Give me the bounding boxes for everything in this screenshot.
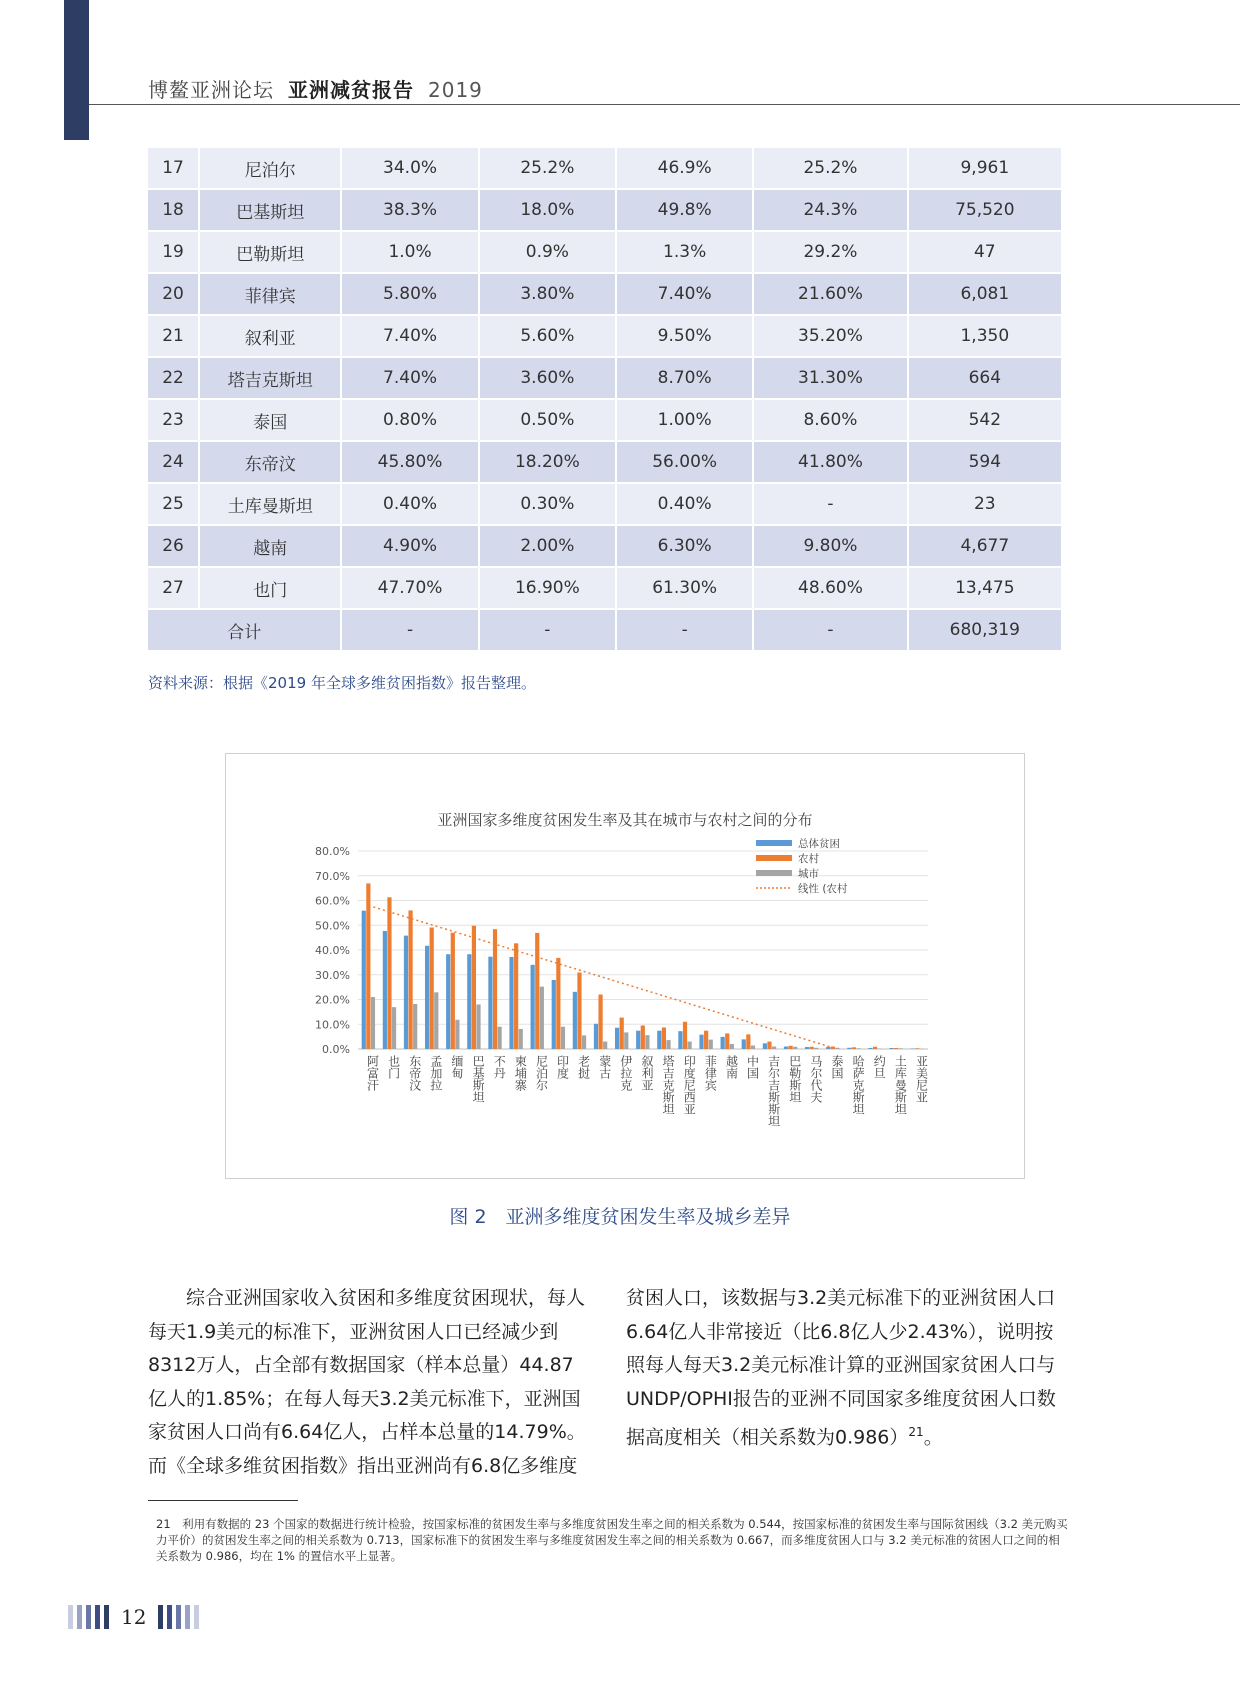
table-cell: 48.60% xyxy=(753,567,907,609)
table-cell: 尼泊尔 xyxy=(199,148,341,189)
legend-swatch-2 xyxy=(756,870,792,876)
bar-0 xyxy=(826,1047,830,1049)
bar-1 xyxy=(704,1031,708,1049)
bar-0 xyxy=(847,1048,851,1049)
table-cell: 25.2% xyxy=(753,148,907,189)
y-tick-label: 10.0% xyxy=(315,1018,350,1032)
table-cell: 46.9% xyxy=(616,148,753,189)
body-text-end: 。 xyxy=(923,1426,943,1449)
x-tick-label: 巴勒斯坦 xyxy=(787,1055,802,1103)
footnote-rule xyxy=(148,1500,298,1501)
table-cell: 越南 xyxy=(199,525,341,567)
table-cell: 0.40% xyxy=(616,483,753,525)
bar-2 xyxy=(920,1049,924,1050)
table-cell: 4.90% xyxy=(341,525,478,567)
bar-0 xyxy=(615,1028,619,1049)
bar-2 xyxy=(392,1007,396,1049)
table-cell: 18 xyxy=(148,189,199,231)
table-cell: 巴勒斯坦 xyxy=(199,231,341,273)
table-row xyxy=(148,399,1062,441)
table-cell: 9,961 xyxy=(908,148,1062,189)
table-cell: 0.30% xyxy=(479,483,616,525)
bar-1 xyxy=(598,995,602,1049)
table-cell: 0.9% xyxy=(479,231,616,273)
legend-label: 农村 xyxy=(798,853,819,865)
table-cell: 25.2% xyxy=(479,148,616,189)
x-tick-label: 泰国 xyxy=(830,1055,844,1079)
legend-label: 城市 xyxy=(798,868,819,880)
table-cell: 塔吉克斯坦 xyxy=(199,357,341,399)
table-cell: 17 xyxy=(148,148,199,189)
table-cell: 664 xyxy=(908,357,1062,399)
table-cell: 9.50% xyxy=(616,315,753,357)
x-tick-label: 也门 xyxy=(386,1055,401,1079)
table-cell: 31.30% xyxy=(753,357,907,399)
bar-2 xyxy=(645,1035,649,1049)
bar-2 xyxy=(730,1044,734,1049)
table-cell: 24 xyxy=(148,441,199,483)
bar-0 xyxy=(657,1031,661,1049)
bar-1 xyxy=(873,1047,877,1049)
y-tick-label: 0.0% xyxy=(322,1043,350,1056)
figure-caption: 图 2 亚洲多维度贫困发生率及城乡差异 xyxy=(449,1206,791,1228)
bar-0 xyxy=(868,1048,872,1049)
header-rule xyxy=(89,104,1240,105)
bar-0 xyxy=(889,1048,893,1049)
table-cell: 38.3% xyxy=(341,189,478,231)
table-row xyxy=(148,525,1062,567)
table-cell: 594 xyxy=(908,441,1062,483)
bar-2 xyxy=(856,1048,860,1049)
body-column-right xyxy=(626,1282,1066,1455)
table-cell: 41.80% xyxy=(753,441,907,483)
bar-0 xyxy=(699,1035,703,1049)
bar-1 xyxy=(556,958,560,1049)
x-tick-label: 中国 xyxy=(745,1055,760,1079)
bar-0 xyxy=(509,957,513,1049)
bar-1 xyxy=(366,883,370,1049)
bar-0 xyxy=(911,1049,915,1050)
poverty-chart xyxy=(226,754,1024,1178)
running-header xyxy=(148,74,483,103)
bar-1 xyxy=(683,1022,687,1049)
bar-2 xyxy=(582,1035,586,1049)
table-cell: 叙利亚 xyxy=(199,315,341,357)
x-tick-label: 菲律宾 xyxy=(703,1055,718,1091)
bar-0 xyxy=(467,954,471,1049)
x-tick-label: 越南 xyxy=(724,1055,739,1079)
bar-2 xyxy=(772,1047,776,1049)
bar-1 xyxy=(767,1042,771,1049)
table-cell: 4,677 xyxy=(908,525,1062,567)
table-cell: 也门 xyxy=(199,567,341,609)
bar-1 xyxy=(641,1025,645,1049)
table-cell: 0.40% xyxy=(341,483,478,525)
table-cell: 3.80% xyxy=(479,273,616,315)
legend-label: 总体贫困 xyxy=(798,838,840,850)
x-tick-label: 土库曼斯坦 xyxy=(893,1055,908,1115)
bar-2 xyxy=(709,1040,713,1049)
table-cell: 45.80% xyxy=(341,441,478,483)
bar-2 xyxy=(519,1029,523,1049)
table-cell: 7.40% xyxy=(341,315,478,357)
table-cell: 47 xyxy=(908,231,1062,273)
footnote: 21 利用有数据的 23 个国家的数据进行统计检验，按国家标准的贫困发生率与多维度贫困发生率之间的相关系数为 0.544，按国家标准的贫困发生率与国际贫困线（3.2 美元购买力平价）的贫困发生率之间的相关系数为 0.713，国家标准下的贫困发生率与多维度贫困发生率之间的相关系数为 0.667，而多维度贫困人口与 3.2 美元标准的贫困人口之间的相关系数为 0.986，均在 1% 的置信水平上显著。 xyxy=(156,1517,1068,1563)
table-row xyxy=(148,567,1062,609)
bar-1 xyxy=(810,1047,814,1049)
x-tick-label: 印度尼西亚 xyxy=(682,1055,697,1115)
bar-1 xyxy=(387,897,391,1049)
bar-0 xyxy=(552,980,556,1049)
x-tick-label: 老挝 xyxy=(576,1055,591,1079)
table-cell: 27 xyxy=(148,567,199,609)
x-tick-label: 缅甸 xyxy=(450,1055,464,1079)
table-cell: 35.20% xyxy=(753,315,907,357)
x-tick-label: 约旦 xyxy=(872,1055,887,1079)
bar-1 xyxy=(430,927,434,1049)
table-cell: 18.0% xyxy=(479,189,616,231)
x-tick-label: 伊拉克 xyxy=(618,1055,633,1091)
legend-swatch-0 xyxy=(756,840,792,846)
y-tick-label: 80.0% xyxy=(315,845,350,858)
body-paragraph-right xyxy=(626,1282,1066,1455)
bar-0 xyxy=(636,1031,640,1049)
bar-2 xyxy=(751,1046,755,1049)
table-cell: 土库曼斯坦 xyxy=(199,483,341,525)
table-cell: 1,350 xyxy=(908,315,1062,357)
bar-1 xyxy=(788,1046,792,1049)
table-row xyxy=(148,148,1062,189)
x-tick-label: 哈萨克斯坦 xyxy=(851,1055,866,1115)
x-tick-label: 柬埔寨 xyxy=(513,1055,528,1091)
bar-2 xyxy=(814,1048,818,1049)
bar-2 xyxy=(688,1042,692,1049)
x-tick-label: 尼泊尔 xyxy=(534,1055,549,1091)
table-cell: 49.8% xyxy=(616,189,753,231)
bar-0 xyxy=(531,965,535,1049)
x-tick-label: 马尔代夫 xyxy=(808,1055,823,1103)
footnote-ref: 21 xyxy=(908,1425,924,1439)
table-cell: 巴基斯坦 xyxy=(199,189,341,231)
x-tick-label: 东帝汶 xyxy=(407,1055,422,1091)
table-row xyxy=(148,273,1062,315)
bar-0 xyxy=(742,1039,746,1049)
bar-0 xyxy=(488,957,492,1049)
legend-label: 线性 (农村 xyxy=(798,883,848,895)
table-cell: 18.20% xyxy=(479,441,616,483)
bar-2 xyxy=(624,1032,628,1049)
table-cell: 26 xyxy=(148,525,199,567)
header-forum: 博鳌亚洲论坛 xyxy=(148,78,274,102)
table-cell: 19 xyxy=(148,231,199,273)
bar-1 xyxy=(725,1033,729,1049)
bar-1 xyxy=(577,973,581,1049)
table-cell: 0.80% xyxy=(341,399,478,441)
table-cell: 23 xyxy=(148,399,199,441)
y-tick-label: 40.0% xyxy=(315,944,350,957)
x-tick-label: 巴基斯坦 xyxy=(471,1055,486,1103)
bar-2 xyxy=(878,1049,882,1050)
bar-1 xyxy=(493,929,497,1049)
x-tick-label: 不丹 xyxy=(492,1055,507,1079)
table-cell: 542 xyxy=(908,399,1062,441)
table-row xyxy=(148,483,1062,525)
bar-2 xyxy=(498,1027,502,1049)
bar-1 xyxy=(915,1048,919,1049)
y-tick-label: 50.0% xyxy=(315,919,350,933)
body-paragraph-left: 综合亚洲国家收入贫困和多维度贫困现状，每人每天1.9美元的标准下，亚洲贫困人口已经减少到8312万人，占全部有数据国家（样本总量）44.87亿人的1.85%；在每人每天3.2美元标准下，亚洲国家贫困人口尚有6.64亿人，占样本总量的14.79%。而《全球多维贫困指数》指出亚洲尚有6.8亿多维度 xyxy=(148,1287,586,1477)
bar-0 xyxy=(383,931,387,1049)
table-cell: 61.30% xyxy=(616,567,753,609)
table-total-row xyxy=(148,609,1062,651)
bar-1 xyxy=(620,1018,624,1049)
table-row xyxy=(148,189,1062,231)
bar-1 xyxy=(514,943,518,1049)
bar-2 xyxy=(540,987,544,1049)
table-cell: 5.60% xyxy=(479,315,616,357)
bar-2 xyxy=(455,1020,459,1049)
table-cell: 23 xyxy=(908,483,1062,525)
table-cell: - xyxy=(753,609,907,651)
bar-2 xyxy=(434,992,438,1049)
bar-0 xyxy=(594,1024,598,1049)
table-cell: 34.0% xyxy=(341,148,478,189)
bar-0 xyxy=(805,1047,809,1049)
bar-0 xyxy=(362,911,366,1049)
table-cell: - xyxy=(479,609,616,651)
bar-0 xyxy=(573,992,577,1049)
table-source-note: 资料来源：根据《2019 年全球多维贫困指数》报告整理。 xyxy=(148,674,536,692)
table-cell: 6.30% xyxy=(616,525,753,567)
bar-2 xyxy=(793,1047,797,1049)
bar-2 xyxy=(413,1004,417,1049)
x-tick-label: 塔吉克斯坦 xyxy=(661,1055,676,1115)
table-cell: 25 xyxy=(148,483,199,525)
page-number: 12 xyxy=(121,1605,147,1629)
x-tick-label: 亚美尼亚 xyxy=(914,1055,929,1103)
bar-2 xyxy=(371,997,375,1049)
table-row xyxy=(148,315,1062,357)
table-cell: 21 xyxy=(148,315,199,357)
bar-0 xyxy=(678,1031,682,1049)
table-cell: 7.40% xyxy=(616,273,753,315)
side-accent-bar xyxy=(64,0,89,140)
bar-0 xyxy=(446,954,450,1049)
table-cell: 1.00% xyxy=(616,399,753,441)
chart-title: 亚洲国家多维度贫困发生率及其在城市与农村之间的分布 xyxy=(437,811,813,829)
table-cell: 22 xyxy=(148,357,199,399)
table-cell: 2.00% xyxy=(479,525,616,567)
table-cell: 680,319 xyxy=(908,609,1062,651)
table-cell: 9.80% xyxy=(753,525,907,567)
bar-1 xyxy=(408,910,412,1049)
table-cell: 1.0% xyxy=(341,231,478,273)
legend-swatch-1 xyxy=(756,855,792,861)
x-tick-label: 叙利亚 xyxy=(640,1055,654,1091)
table-cell: 8.70% xyxy=(616,357,753,399)
table-row xyxy=(148,441,1062,483)
page-number-block xyxy=(68,1605,199,1629)
table-cell: 47.70% xyxy=(341,567,478,609)
bar-1 xyxy=(746,1034,750,1049)
table-cell: 0.50% xyxy=(479,399,616,441)
bar-1 xyxy=(894,1048,898,1049)
x-tick-label: 吉尔吉斯斯坦 xyxy=(766,1055,781,1127)
header-report-title: 亚洲减贫报告 xyxy=(288,78,414,102)
header-year: 2019 xyxy=(428,78,483,102)
y-tick-label: 20.0% xyxy=(315,993,350,1007)
x-tick-label: 孟加拉 xyxy=(428,1055,443,1091)
page-deco-right xyxy=(158,1605,199,1629)
table-cell: 21.60% xyxy=(753,273,907,315)
bar-2 xyxy=(561,1027,565,1049)
page-deco-left xyxy=(68,1605,109,1629)
bar-0 xyxy=(763,1043,767,1049)
table-cell: 13,475 xyxy=(908,567,1062,609)
bar-0 xyxy=(425,946,429,1049)
table-cell: 1.3% xyxy=(616,231,753,273)
table-cell: 3.60% xyxy=(479,357,616,399)
body-column-left xyxy=(148,1282,588,1483)
table-cell: 东帝汶 xyxy=(199,441,341,483)
table-cell: 5.80% xyxy=(341,273,478,315)
table-cell: 菲律宾 xyxy=(199,273,341,315)
body-text-right: 贫困人口，该数据与3.2美元标准下的亚洲贫困人口6.64亿人非常接近（比6.8亿人少2.43%），说明按照每人每天3.2美元标准计算的亚洲国家贫困人口与UNDP/OPHI报告的亚洲不同国家多维度贫困人口数据高度相关（相关系数为0.986） xyxy=(626,1287,1056,1449)
table-row xyxy=(148,231,1062,273)
x-tick-label: 蒙古 xyxy=(597,1055,612,1079)
table-cell: 75,520 xyxy=(908,189,1062,231)
table-cell: 泰国 xyxy=(199,399,341,441)
table-cell: 24.3% xyxy=(753,189,907,231)
chart-frame xyxy=(225,753,1025,1179)
table-cell: 29.2% xyxy=(753,231,907,273)
bar-1 xyxy=(535,933,539,1049)
table-cell: 20 xyxy=(148,273,199,315)
x-tick-label: 阿富汗 xyxy=(365,1055,380,1091)
y-tick-label: 70.0% xyxy=(315,869,350,883)
table-cell: - xyxy=(341,609,478,651)
table-cell: 56.00% xyxy=(616,441,753,483)
bar-0 xyxy=(404,936,408,1049)
poverty-data-table xyxy=(148,148,1063,652)
table-cell: 合计 xyxy=(148,609,341,651)
bar-2 xyxy=(835,1048,839,1049)
table-cell: 7.40% xyxy=(341,357,478,399)
bar-1 xyxy=(662,1027,666,1049)
y-tick-label: 60.0% xyxy=(315,894,350,908)
table-cell: 16.90% xyxy=(479,567,616,609)
bar-0 xyxy=(721,1037,725,1049)
table-cell: 6,081 xyxy=(908,273,1062,315)
bar-1 xyxy=(852,1047,856,1049)
bar-2 xyxy=(603,1042,607,1049)
bar-1 xyxy=(451,933,455,1049)
table-row xyxy=(148,357,1062,399)
y-tick-label: 30.0% xyxy=(315,968,350,982)
bar-1 xyxy=(472,926,476,1049)
x-tick-label: 印度 xyxy=(555,1055,570,1079)
table-cell: - xyxy=(616,609,753,651)
table-cell: 8.60% xyxy=(753,399,907,441)
bar-2 xyxy=(899,1048,903,1049)
bar-2 xyxy=(476,1004,480,1049)
table-cell: - xyxy=(753,483,907,525)
bar-2 xyxy=(666,1040,670,1049)
bar-0 xyxy=(784,1047,788,1049)
